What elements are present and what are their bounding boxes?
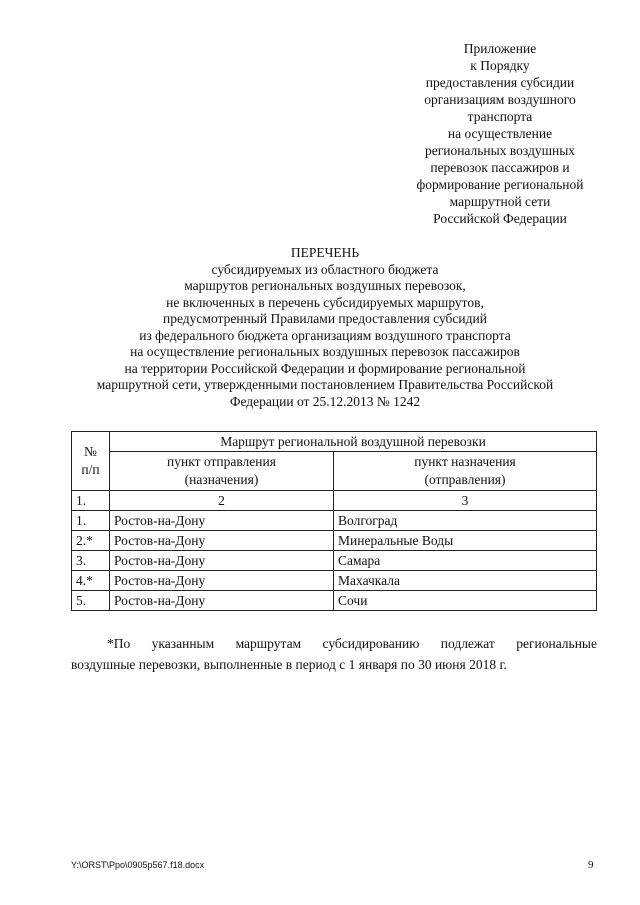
header-from-line2: (назначения)	[184, 472, 259, 487]
colnum-cell: 2	[110, 491, 334, 511]
table-header-row	[72, 452, 597, 491]
table-row	[72, 591, 597, 611]
header-to-line2: (отправления)	[424, 472, 506, 487]
header-to	[334, 452, 597, 491]
appendix-line: перевозок пассажиров и	[430, 160, 570, 175]
row-num: 2.*	[72, 531, 110, 551]
title-line: предусмотренный Правилами предоставления субсидий	[163, 311, 487, 326]
footnote	[71, 633, 597, 675]
title-line: субсидируемых из областного бюджета	[211, 261, 439, 277]
header-route: Маршрут региональной воздушной перевозки	[110, 432, 597, 452]
title-line: из федерального бюджета организациям воздушного транспорта	[139, 327, 511, 343]
header-from	[110, 452, 334, 491]
table-row	[72, 571, 597, 591]
appendix-line: Российской Федерации	[433, 211, 567, 226]
row-from: Ростов-на-Дону	[110, 531, 334, 551]
appendix-line: формирование региональной	[416, 177, 584, 192]
file-path: Y:\ORST\Ppo\0905p567.f18.docx	[71, 860, 205, 870]
row-from: Ростов-на-Дону	[110, 571, 334, 591]
appendix-line: организациям воздушного	[424, 92, 576, 107]
page-number: 9	[588, 859, 594, 871]
table-row	[72, 511, 597, 531]
table-row	[72, 551, 597, 571]
colnum-cell: 3	[334, 491, 597, 511]
title-line: маршрутов региональных воздушных перевозок,	[184, 278, 466, 293]
colnum-cell: 1.	[72, 491, 110, 511]
footnote-line: *По указанным маршрутам субсидированию подлежат региональные	[107, 636, 597, 651]
row-from: Ростов-на-Дону	[110, 551, 334, 571]
row-to: Минеральные Воды	[334, 531, 597, 551]
row-to: Махачкала	[334, 571, 597, 591]
title-line: на территории Российской Федерации и формирование региональной	[124, 360, 526, 376]
column-number-row	[72, 491, 597, 511]
appendix-line: предоставления субсидии	[425, 75, 575, 90]
title-line: на осуществление региональных воздушных перевозок пассажиров	[130, 344, 520, 359]
appendix-line: транспорта	[467, 109, 533, 124]
appendix-line: к Порядку	[470, 58, 530, 73]
header-num-line1: №	[84, 444, 97, 459]
routes-table	[71, 431, 597, 611]
title-line: не включенных в перечень субсидируемых маршрутов,	[166, 294, 484, 310]
row-num: 3.	[72, 551, 110, 571]
document-title	[60, 245, 590, 410]
table-row	[72, 531, 597, 551]
appendix-line: региональных воздушных	[424, 143, 576, 158]
title-heading: ПЕРЕЧЕНЬ	[290, 245, 360, 260]
row-num: 5.	[72, 591, 110, 611]
appendix-line: на осуществление	[447, 126, 553, 141]
row-to: Волгоград	[334, 511, 597, 531]
appendix-header	[395, 40, 605, 227]
header-num-line2: п/п	[81, 462, 100, 477]
header-from-line1: пункт отправления	[167, 454, 276, 469]
row-num: 1.	[72, 511, 110, 531]
table-header-row	[72, 432, 597, 452]
header-to-line1: пункт назначения	[414, 454, 516, 469]
row-from: Ростов-на-Дону	[110, 511, 334, 531]
row-to: Сочи	[334, 591, 597, 611]
row-num: 4.*	[72, 571, 110, 591]
footnote-line: воздушные перевозки, выполненные в период с 1 января по 30 июня 2018 г.	[71, 657, 507, 672]
appendix-line: маршрутной сети	[449, 194, 551, 209]
row-to: Самара	[334, 551, 597, 571]
title-line: Федерации от 25.12.2013 № 1242	[229, 393, 421, 409]
title-line: маршрутной сети, утвержденными постановлением Правительства Российской	[96, 377, 554, 392]
header-num	[72, 432, 110, 491]
appendix-line: Приложение	[463, 41, 537, 56]
row-from: Ростов-на-Дону	[110, 591, 334, 611]
